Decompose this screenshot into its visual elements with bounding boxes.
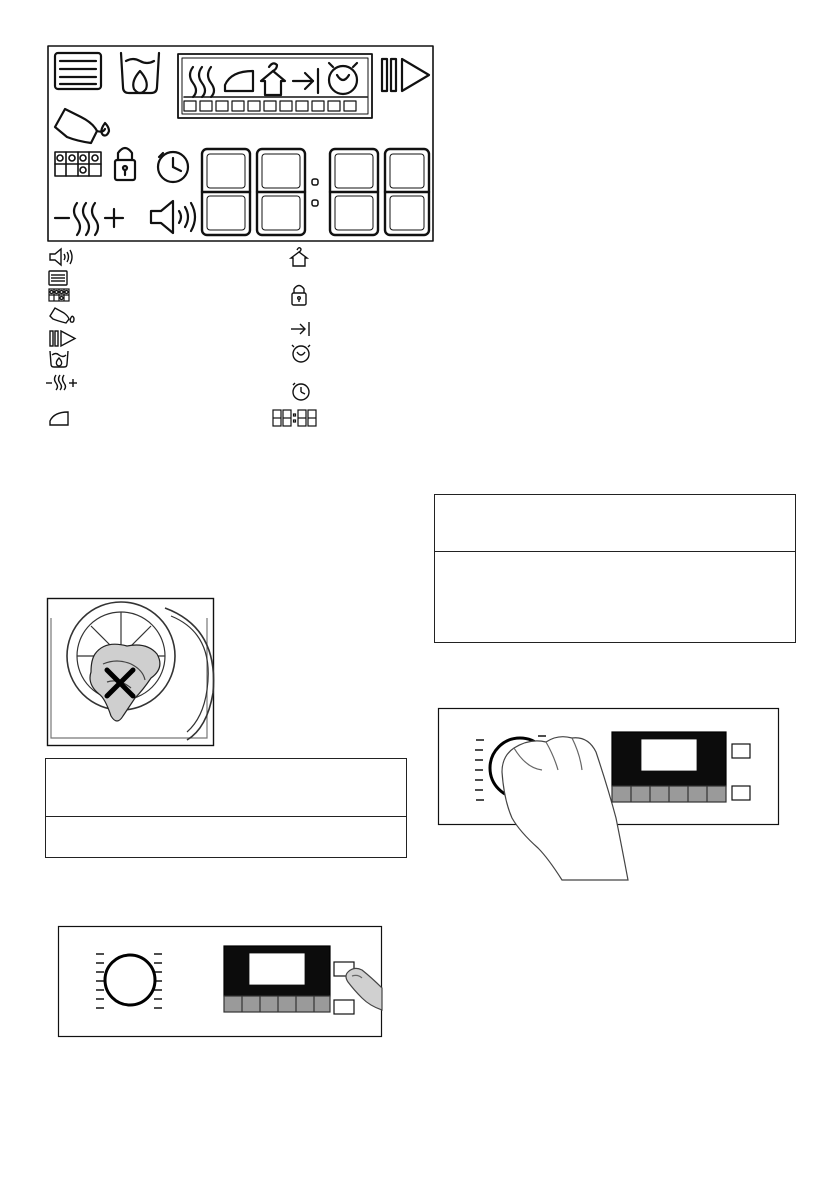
control-panel-button-press (58, 926, 384, 1038)
control-panel-knob-turn (438, 708, 780, 884)
legend-start-pause-icon (48, 330, 78, 348)
lint-filter-grid-icon (55, 152, 101, 176)
dryness-adjust-icon (55, 203, 123, 235)
text-box-right (434, 494, 796, 643)
legend-water-tank-icon (48, 350, 78, 368)
text-box-right-divider (435, 551, 795, 552)
legend-sound-icon (48, 248, 78, 266)
fabric-list-icon (55, 53, 101, 89)
text-box-left (45, 758, 407, 858)
iron-dry-icon (225, 71, 253, 91)
legend-child-lock-icon (290, 283, 320, 301)
drum-photo (47, 598, 214, 746)
legend-dryness-adjust-icon (45, 373, 75, 391)
end-arrow-icon (293, 69, 318, 93)
child-lock-icon (115, 148, 135, 180)
text-box-left-divider (46, 816, 406, 817)
legend-lint-filter-grid-icon (48, 287, 78, 305)
legend-digit-display-icon (272, 409, 318, 427)
legend-anti-crease-icon (290, 343, 320, 361)
sound-icon (151, 201, 195, 233)
delay-timer-icon (158, 152, 188, 182)
hanger-icon (261, 63, 285, 95)
seven-segment-digits (202, 149, 429, 235)
drying-level-icon (190, 67, 214, 97)
filter-icon (55, 109, 109, 143)
lcd-display-diagram (47, 45, 434, 242)
legend-hanger-icon (288, 246, 318, 264)
legend-fabric-list-icon (48, 270, 78, 288)
anti-crease-icon (329, 63, 357, 94)
legend-delay-timer-icon (290, 380, 320, 398)
start-pause-icon (382, 59, 429, 91)
legend-iron-dry-icon (48, 409, 78, 427)
legend-end-arrow-icon (290, 320, 320, 338)
legend-filter-icon (48, 306, 78, 324)
water-tank-icon (121, 53, 159, 93)
